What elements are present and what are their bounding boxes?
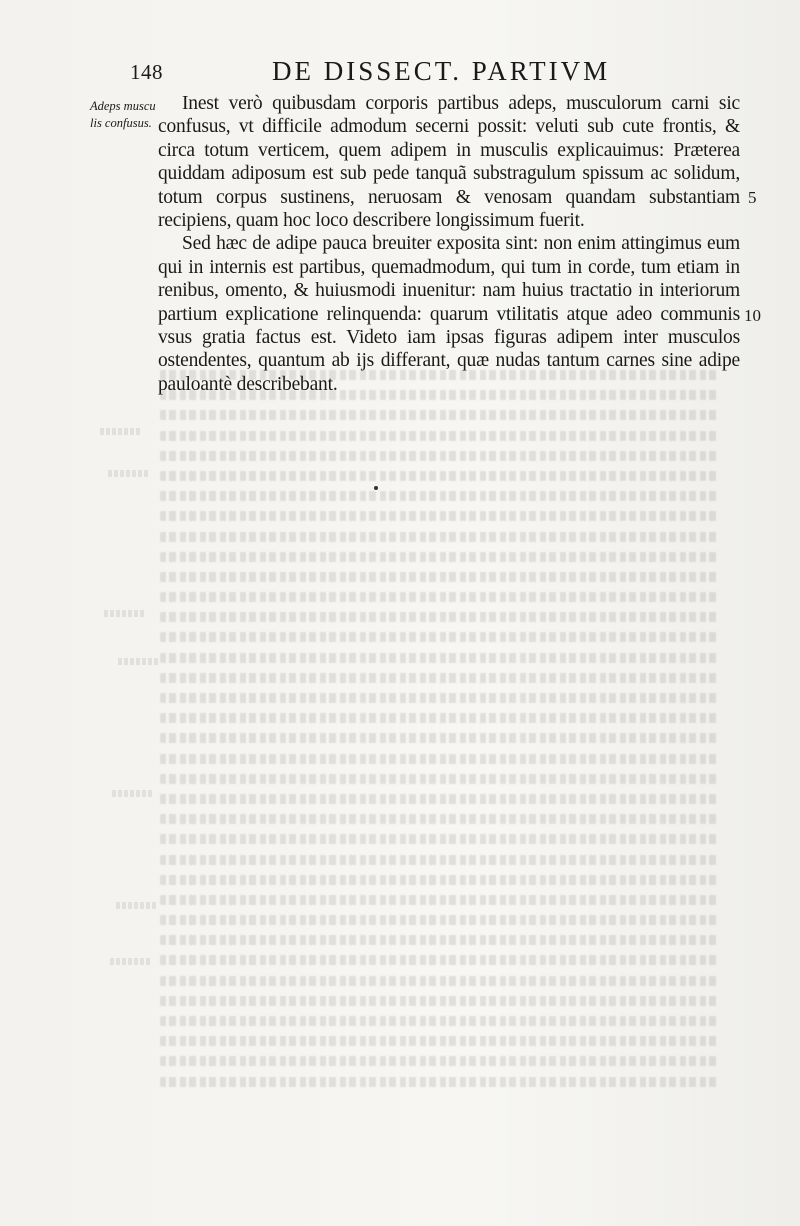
marginal-note: Adeps muscu lis confusus.	[90, 99, 156, 130]
show-through-note	[100, 428, 142, 435]
running-title: DE DISSECT. PARTIVM	[272, 56, 611, 86]
show-through-note	[110, 958, 152, 965]
ink-speck	[374, 486, 378, 490]
show-through-note	[104, 610, 146, 617]
main-text	[158, 92, 740, 396]
show-through-text	[160, 370, 720, 1097]
line-number: 10	[744, 306, 761, 325]
show-through-note	[116, 902, 158, 909]
line-number: 5	[748, 188, 757, 207]
show-through-note	[118, 658, 160, 665]
page-number: 148	[130, 60, 163, 84]
show-through-note	[108, 470, 150, 477]
show-through-note	[112, 790, 154, 797]
paragraph: Sed hæc de adipe pauca breuiter exposita sint: non enim attingimus eum qui in internis est partibus, quemadmodum, qui tum in corde, tum etiam in renibus, omento, & huiusmodi inuenitur: nam huius tractatio in interiorum partium explicatione relinquenda: quarum vtilitatis atque adeo communis vsus gratia factus est. Videto iam ipsas figuras adipem inter musculos ostendentes, quantum ab ijs differant, quæ nudas tantum carnes sine adipe pauloantè describebant.	[158, 233, 740, 395]
paragraph: Inest verò quibusdam corporis partibus adeps, musculorum carni sic confusus, vt difficile admodum secerni possit: veluti sub cute frontis, & circa totum verticem, quem adipem in musculis explicauimus: Præterea quiddam adiposum est sub pede tanquã substragulum spissum ac solidum, totum corpus sustinens, neruosam & venosam quandam substantiam recipiens, quam hoc loco describere longissimum fuerit.	[158, 93, 740, 232]
